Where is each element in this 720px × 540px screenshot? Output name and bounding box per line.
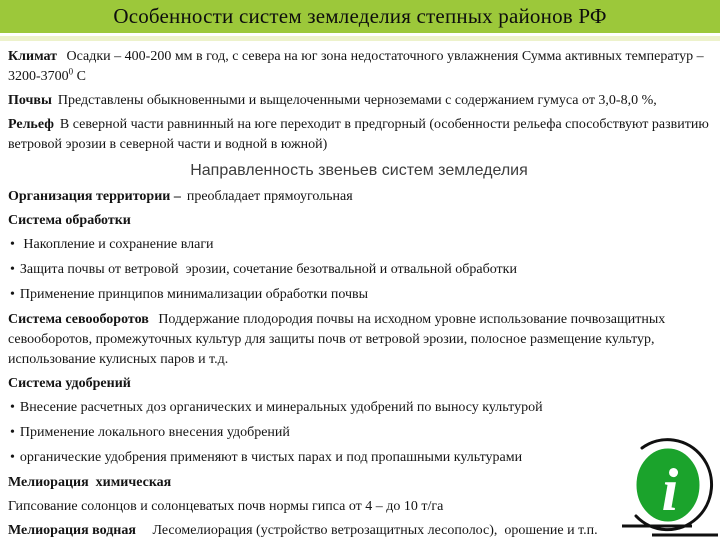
- bullet-icon: •: [10, 450, 15, 465]
- paragraph-fertilizer-heading: [8, 374, 710, 394]
- tillage-bullet-3-text: Применение принципов минимализации обработки почвы: [19, 287, 369, 302]
- tillage-bullet-3: [8, 285, 710, 305]
- fertilizer-bullet-1: [8, 398, 710, 418]
- paragraph-relief: [8, 115, 713, 155]
- bullet-icon: •: [10, 425, 15, 440]
- tillage-bullet-1: [8, 235, 710, 255]
- climate-label: Климат: [8, 49, 58, 64]
- chemical-text: Гипсование солонцов и солонцеватых почв нормы гипса от 4 – до 10 т/га: [8, 499, 444, 514]
- info-icon: [622, 434, 718, 540]
- page-title: Особенности систем земледелия степных районов РФ: [113, 4, 607, 28]
- paragraph-chemical-text: [8, 497, 710, 517]
- paragraph-water: [8, 521, 710, 540]
- fertilizer-bullet-3-text: органические удобрения применяют в чистых парах и под пропашными культурами: [19, 450, 523, 465]
- bullet-icon: •: [10, 400, 15, 415]
- tillage-bullet-2: [8, 260, 710, 280]
- fertilizer-label: Система удобрений: [8, 376, 131, 391]
- water-label: Мелиорация водная: [8, 523, 136, 538]
- tillage-bullet-1-text: Накопление и сохранение влаги: [19, 237, 214, 252]
- climate-text-after: С: [73, 69, 87, 84]
- climate-text: Осадки – 400-200 мм в год, с севера на юг зона недостаточного увлажнения Сумма активных температур – 3200-3700: [8, 49, 708, 84]
- rotation-text: Поддержание плодородия почвы на исходном уровне использование почвозащитных севооборотов, промежуточных культур для защиты почв от ветровой эрозии, полосное размещение культур, использование кулисных паров и т.д.: [8, 312, 669, 367]
- info-letter: i: [661, 457, 679, 523]
- territory-text: преобладает прямоугольная: [186, 189, 353, 204]
- rotation-label: Система севооборотов: [8, 312, 149, 327]
- water-text: Лесомелиорация (устройство ветрозащитных лесополос), орошение и т.п.: [141, 523, 598, 538]
- fertilizer-bullet-3: [8, 448, 710, 468]
- paragraph-tillage-heading: [8, 211, 710, 231]
- territory-label: Организация территории –: [8, 189, 181, 204]
- slide-header: [0, 0, 720, 33]
- degree-superscript: 0: [68, 66, 74, 77]
- chemical-label: Мелиорация химическая: [8, 475, 172, 490]
- soils-text: Представлены обыкновенными и выщелоченными черноземами с содержанием гумуса от 3,0-8,0 %,: [57, 93, 657, 108]
- relief-label: Рельеф: [8, 117, 54, 132]
- bullet-icon: •: [10, 262, 15, 277]
- slide-body: [0, 41, 720, 540]
- fertilizer-bullet-2-text: Применение локального внесения удобрений: [19, 425, 290, 440]
- paragraph-chemical-heading: [8, 473, 710, 493]
- paragraph-soils: [8, 91, 710, 111]
- fertilizer-bullet-1-text: Внесение расчетных доз органических и минеральных удобрений по выносу культурой: [19, 400, 543, 415]
- soils-label: Почвы: [8, 93, 52, 108]
- paragraph-climate: [8, 47, 710, 87]
- bullet-icon: •: [10, 237, 15, 252]
- relief-text: В северной части равнинный на юге переходит в предгорный (особенности рельефа способствуют развитию ветровой эрозии в северной части и водной в южной): [8, 117, 713, 152]
- paragraph-rotation: [8, 310, 710, 370]
- tillage-bullet-2-text: Защита почвы от ветровой эрозии, сочетание безотвальной и отвальной обработки: [19, 262, 517, 277]
- bullet-icon: •: [10, 287, 15, 302]
- tillage-label: Система обработки: [8, 213, 131, 228]
- fertilizer-bullet-2: [8, 423, 710, 443]
- paragraph-territory: [8, 187, 710, 207]
- section-subtitle: Направленность звеньев систем земледелия: [190, 162, 528, 179]
